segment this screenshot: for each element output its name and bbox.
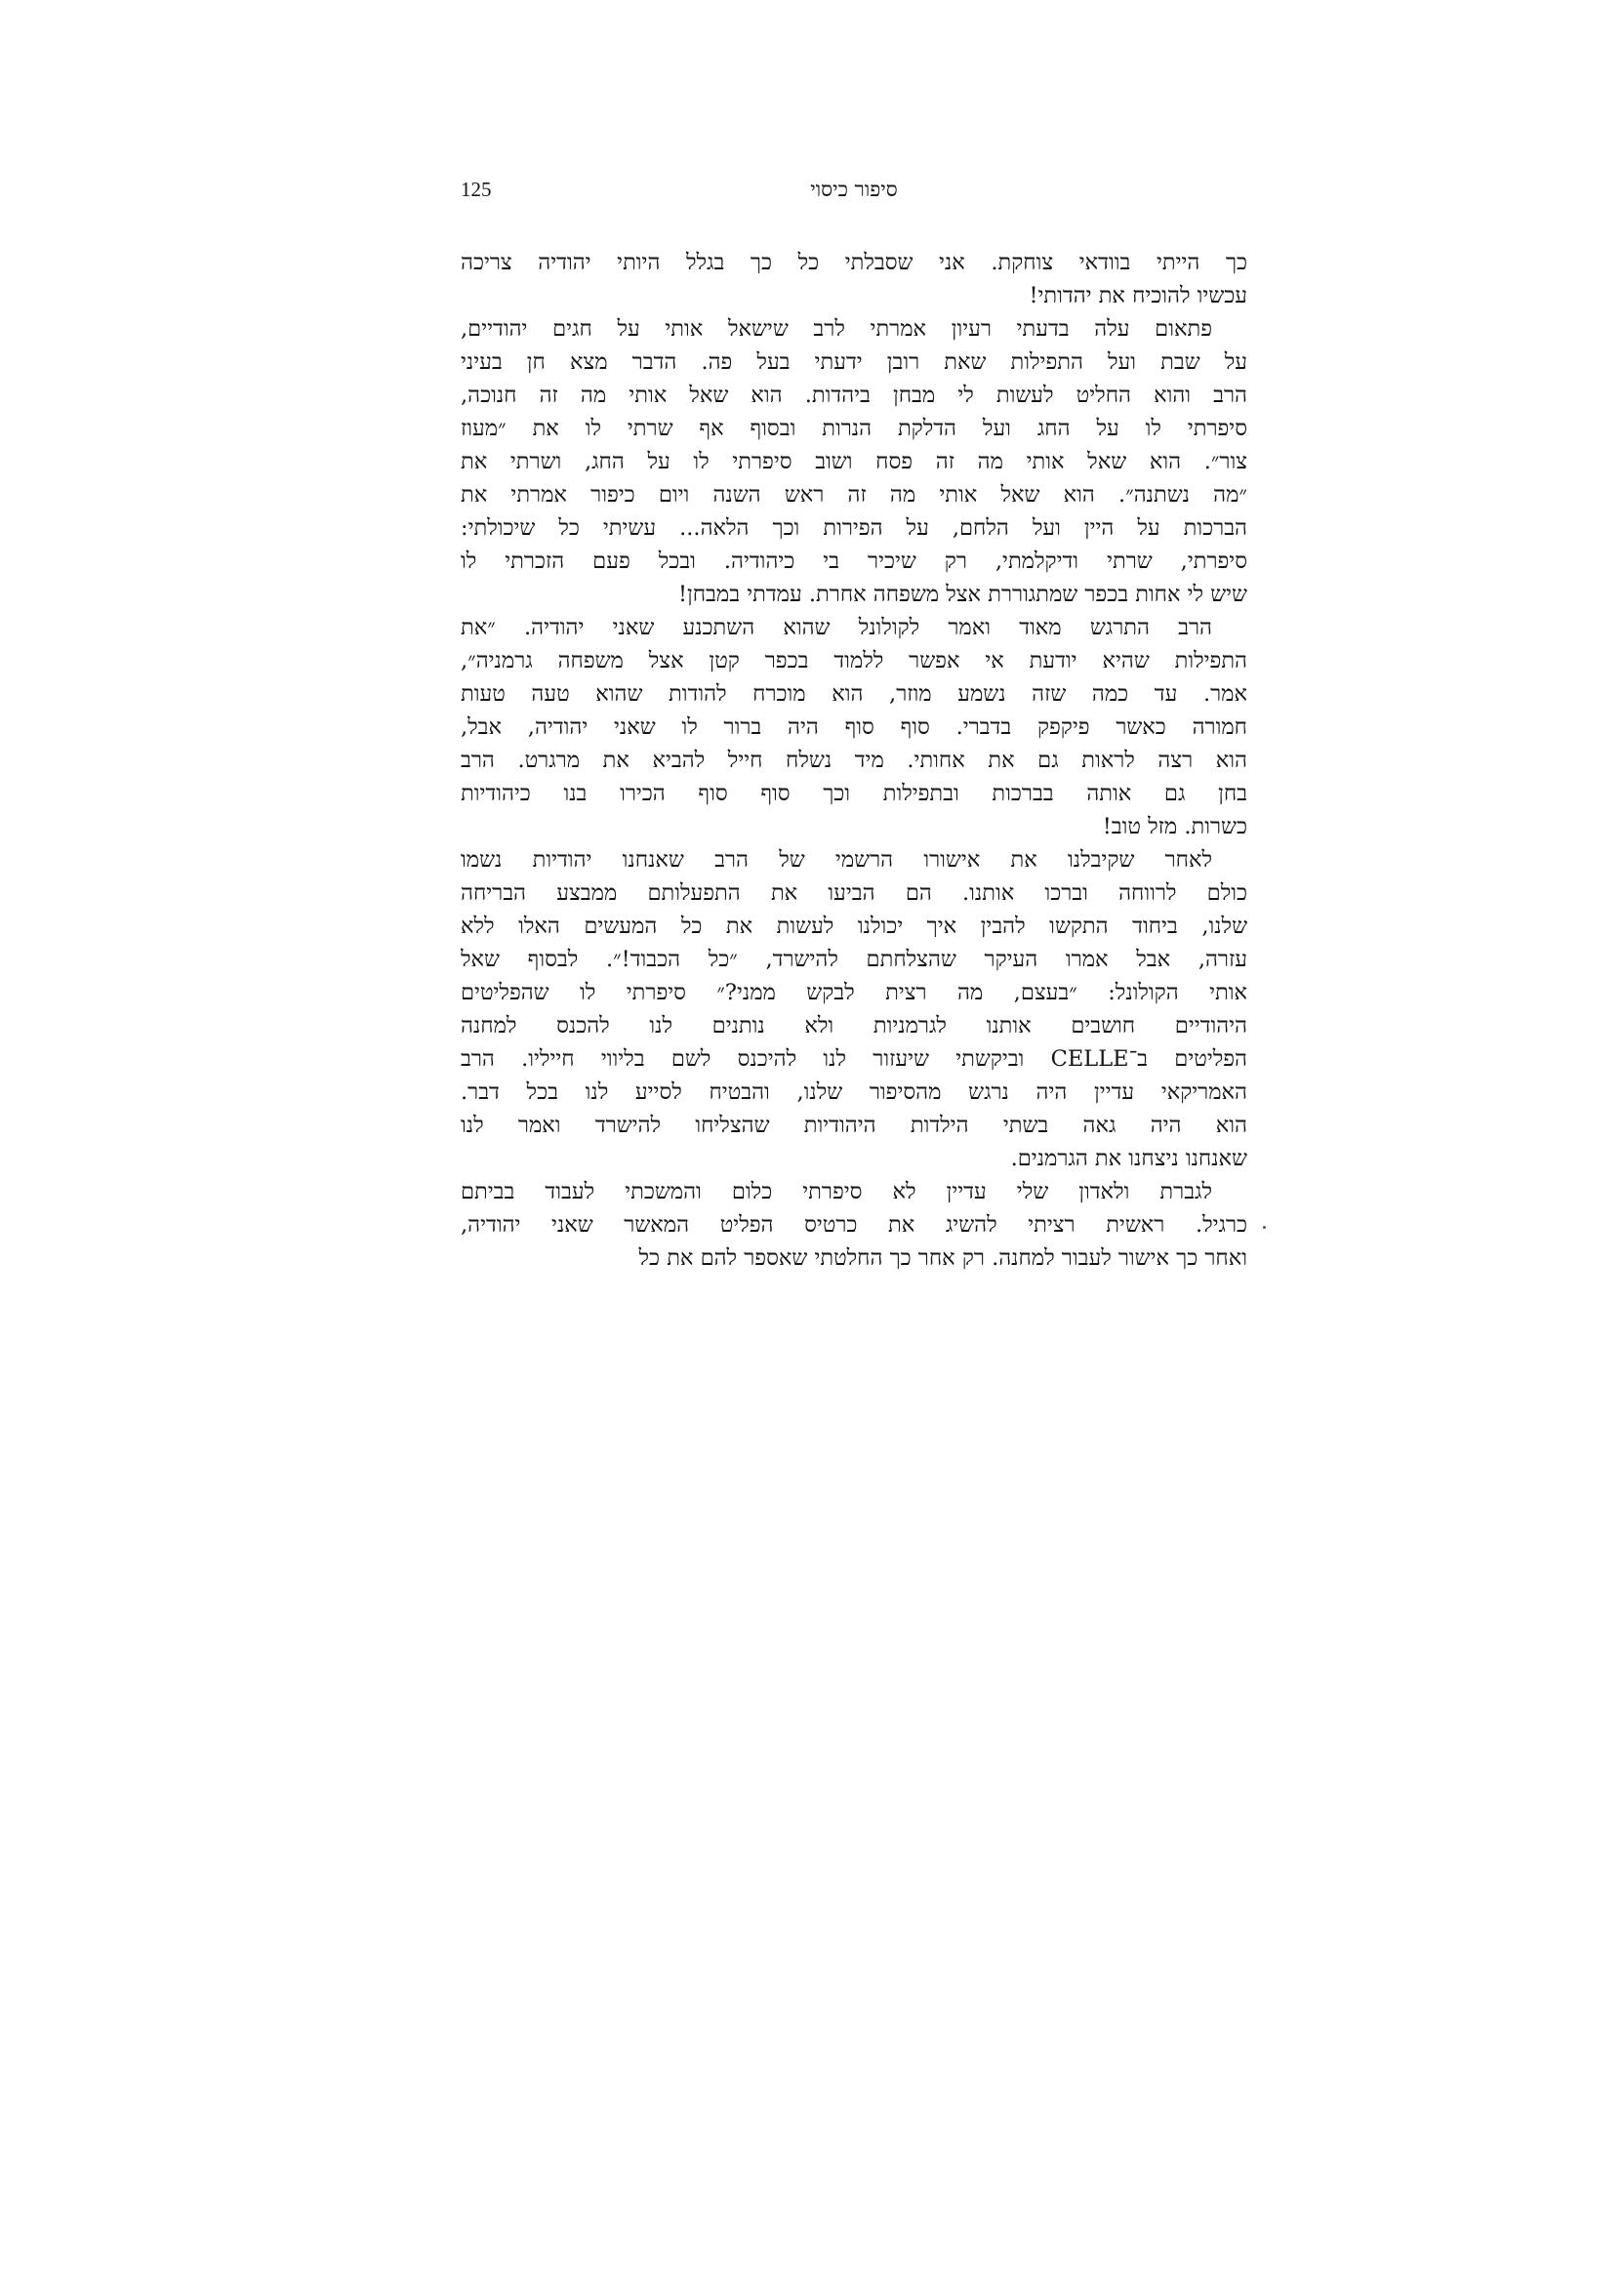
page-header — [461, 172, 1247, 207]
text-line: שאנחנו ניצחנו את הגרמנים. — [1010, 1146, 1247, 1171]
text-line: בחן גם אותה בברכות ובתפילות וכך סוף סוף הכירו בנו כיהודיות — [461, 781, 1247, 806]
text-line: עכשיו להוכיח את יהדותי! — [1029, 283, 1247, 308]
text-line: הוא היה גאה בשתי הילדות היהודיות שהצליחו להישרד ואמר לנו — [461, 1113, 1247, 1138]
text-line: כרגיל. ראשית רציתי להשיג את כרטיס הפליט המאשר שאני יהודיה, — [461, 1212, 1247, 1238]
text-line: סיפרתי, שרתי ודיקלמתי, רק שיכיר בי כיהודיה. ובכל פעם הזכרתי לו — [461, 549, 1247, 574]
text-line: צור״. הוא שאל אותי מה זה פסח ושוב סיפרתי לו על החג, ושרתי את — [461, 449, 1247, 474]
text-line: שיש לי אחות בכפר שמתגוררת אצל משפחה אחרת. עמדתי במבחן! — [677, 582, 1247, 607]
paragraph — [461, 1175, 1247, 1275]
text-line: לגברת ולאדון שלי עדיין לא סיפרתי כלום והמשכתי לעבוד בביתם — [461, 1179, 1212, 1204]
text-line: הוא רצה לראות גם את אחותי. מיד נשלח חייל להביא את מרגרט. הרב — [461, 748, 1247, 773]
paragraph — [461, 312, 1247, 611]
text-line: שלנו, ביחוד התקשו להבין איך יכולנו לעשות את כל המעשים האלו ללא — [461, 914, 1247, 939]
text-line: על שבת ועל התפילות שאת רובן ידעתי בעל פה. הדבר מצא חן בעיני — [461, 349, 1247, 375]
paragraph — [461, 246, 1247, 312]
text-line: חמורה כאשר פיקפק בדברי. סוף סוף היה ברור לו שאני יהודיה, אבל, — [461, 714, 1247, 740]
running-title: סיפור כיסוי — [810, 178, 898, 201]
paragraph — [461, 611, 1247, 843]
text-line: אותי הקולונל: ״בעצם, מה רצית לבקש ממני?״ סיפרתי לו שהפליטים — [461, 980, 1247, 1005]
text-line: כשרות. מזל טוב! — [1102, 814, 1247, 839]
text-line: כך הייתי בוודאי צוחקת. אני שסבלתי כל כך בגלל היותי יהודיה צריכה — [461, 250, 1247, 275]
text-line: הרב התרגש מאוד ואמר לקולונל שהוא השתכנע שאני יהודיה. ״את — [461, 615, 1212, 640]
text-line: לאחר שקיבלנו את אישורו הרשמי של הרב שאנחנו יהודיות נשמו — [461, 847, 1212, 873]
page-number: 125 — [461, 178, 492, 201]
paragraph — [461, 843, 1247, 1175]
text-line: האמריקאי עדיין היה נרגש מהסיפור שלנו, והבטיח לסייע לנו בכל דבר. — [461, 1079, 1247, 1105]
text-line: כולם לרווחה וברכו אותנו. הם הביעו את התפעלותם ממבצע הבריחה — [461, 880, 1247, 906]
text-line: פתאום עלה בדעתי רעיון אמרתי לרב שישאל אותי על חגים יהודיים, — [461, 316, 1212, 342]
body-text — [461, 246, 1247, 1275]
text-line: הברכות על היין ועל הלחם, על הפירות וכך הלאה... עשיתי כל שיכולתי: — [461, 515, 1247, 541]
text-line: הפליטים ב־CELLE וביקשתי שיעזור לנו להיכנס לשם בליווי חייליו. הרב — [461, 1046, 1247, 1072]
stray-mark — [1263, 1226, 1266, 1229]
text-line: עזרה, אבל אמרו העיקר שהצלחתם להישרד, ״כל הכבוד!״. לבסוף שאל — [461, 947, 1247, 972]
text-line: סיפרתי לו על החג ועל הדלקת הנרות ובסוף אף שרתי לו את ״מעוז — [461, 416, 1247, 441]
text-line: אמר. עד כמה שזה נשמע מוזר, הוא מוכרח להודות שהוא טעה טעות — [461, 681, 1247, 707]
text-line: היהודיים חושבים אותנו לגרמניות ולא נותנים לנו להכנס למחנה — [461, 1013, 1247, 1038]
text-line: ״מה נשתנה״. הוא שאל אותי מה זה ראש השנה ויום כיפור אמרתי את — [461, 482, 1247, 508]
text-line: התפילות שהיא יודעת אי אפשר ללמוד בכפר קטן אצל משפחה גרמניה״, — [461, 648, 1247, 673]
text-line: ואחר כך אישור לעבור למחנה. רק אחר כך החלטתי שאספר להם את כל — [638, 1245, 1247, 1271]
text-line: הרב והוא החליט לעשות לי מבחן ביהדות. הוא שאל אותי מה זה חנוכה, — [461, 383, 1247, 408]
